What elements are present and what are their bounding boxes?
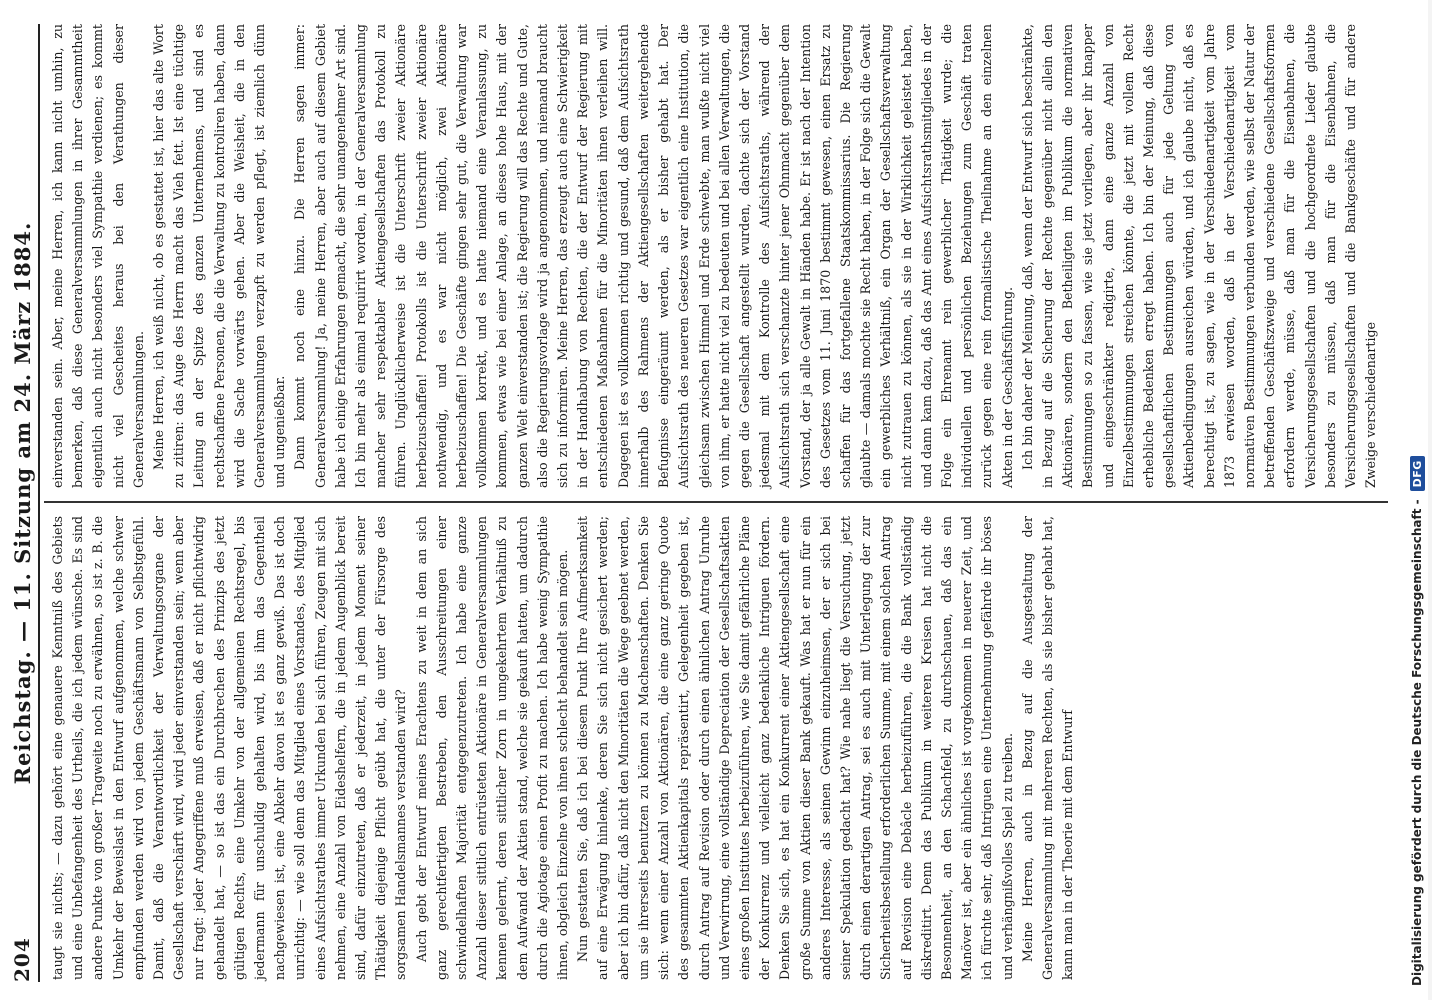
page-title: Reichstag. — 11. Sitzung am 24. März 1884. xyxy=(10,221,35,785)
column-divider xyxy=(44,502,1388,504)
right-paragraph-2: Meine Herren, ich weiß nicht, ob es gestattet ist, hier das alte Wort zu zitiren: das Auge des Herrn macht das Vieh fett. Ist eine tüchtige Leitung an der Spitze des ganzen Unternehmens, und sind es rechtschaffene Personen, die die Verwaltung zu kontroliren haben, dann wird die Sache vorwärts gehen. Aber die Weisheit, die in den Generalversammlungen verzapft zu werden pflegt, ist ziemlich dünn und ungenießbar. xyxy=(151,24,288,488)
page-number: 204 xyxy=(10,937,34,982)
left-paragraph-1: taugt sie nichts; — dazu gehört eine genauere Kenntniß des Gebiets und eine Unbefangenheit des Urtheils, die ich jedem wünsche. Es sind andere Punkte von großer Tragweite noch zu erwähnen, so ist z. B. die Umkehr der Beweislast in den Entwurf aufgenommen, welche schwer empfunden werden wird von jedem Geschäftsmann von Selbstgefühl. Damit, daß die Verantwortlichkeit der Verwaltungsorgane der Gesellschaft verschärft wird, wird jeder einverstanden sein; wenn aber nur fragt: jeder Angegriffene muß erweisen, daß er nicht pflichtwidrig gehandelt hat, — so ist das ein Durchbrechen des Prinzips des jetzt gültigen Rechts, eine Umkehr von der allgemeinen Rechtsregel, bis jedermann für unschuldig gehalten wird, bis ihm das Gegentheil nachgewiesen ist, eine Abkehr davon ist es ganz gewiß. Das ist doch unrichtig: — wie soll denn das Mitglied eines Vorstandes, des Mitglied eines Aufsichtsrathes immer Urkunden bei sich führen, Zeugen mit sich nehmen, eine Anzahl von Eideshelfern, die in jedem Augenblick bereit sind, dafür einzutreten, daß er jederzeit, in jedem Moment seiner Thätigkeit diejenige Pflicht geübt hat, die unter der Fürsorge des sorgsamen Handelsmannes verstanden wird? xyxy=(50,516,409,980)
dfg-logo: DFG xyxy=(1410,456,1425,491)
right-column xyxy=(48,24,1379,488)
digitization-credit xyxy=(1407,6,1427,996)
header-rule xyxy=(38,24,40,982)
right-paragraph-4: Ich bin daher der Meinung, daß, wenn der Entwurf sich beschränkte, in Bezug auf die Sicherung der Rechte gegenüber nicht allein den Aktionären, sondern den Betheiligten im Publikum die normativen Bestimmungen so zu fassen, wie sie jetzt vorliegen, aber ihr knapper und eingeschränkter redigirte, dann eine ganze Anzahl von Einzelbestimmungen streichen könnte, die jetzt mit vollem Recht erhebliche Bedenken erregt haben. Ich bin der Meinung, daß diese gesellschaftlichen Bestimmungen auch für jede Geltung von Aktienbedingungen ausreichen würden, und ich glaube nicht, daß es berechtigt ist, zu sagen, wie in der Verschiedenartigkeit vom Jahre 1873 erwiesen worden, daß in der Verschiedenartigkeit vom normativen Bestimmungen verbunden werden, wie selbst der Natur der betreffenden Geschäftszweige und verschiedene Gesellschaftsformen erfordern werde, müsse, daß man für die Eisenbahnen, die Versicherungsgesellschaften und die hochgeordnete Lieder glaubte besonders zu müssen, daß man für die Eisenbahnen, die Versicherungsgesellschaften und die Bankgeschäfte und für andere Zweige verschiedenartige xyxy=(1019,24,1379,488)
left-paragraph-4: Meine Herren, auch in Bezug auf die Ausgestaltung der Generalversammlung mit mehreren Rechten, als sie bisher gehabt hat, kann man in der Theorie mit dem Entwurf xyxy=(1019,516,1076,980)
page-edge xyxy=(1428,0,1432,1000)
scanned-page xyxy=(4,4,1396,996)
page-header xyxy=(10,24,40,982)
left-paragraph-2: Auch gebt der Entwurf meines Erachtens zu weit in dem an sich ganz gerechtfertigten Bestreben, den Ausschreitungen einer schwindelhaften Majorität entgegenzutreten. Ich habe eine ganze Anzahl dieser sittlich entrüsteten Aktionäre in Generalversammlungen kennen gelernt, deren sittlicher Zorn in umgekehrtem Verhältniß zu dem Aufwand der Aktien stand, welche sie gekauft hatten, um dadurch durch die Agiotage einen Profit zu machen. Ich habe wenig Sympathie ihnen, obgleich Einzelne von ihnen schlecht behandelt sein mögen. xyxy=(413,516,571,980)
right-paragraph-1: einverstanden sein. Aber, meine Herren, ich kann nicht umhin, zu bemerken, daß diese Generalversammlungen in ihrer Gesammtheit eigentlich auch nicht besonders viel Sympathie verdienen; es kommt nicht viel Gescheites heraus bei den Verathungen dieser Generalversammlungen. xyxy=(50,24,146,488)
right-paragraph-3: Dann kommt noch eine hinzu. Die Herren sagen immer: Generalversammlung! Ja, meine Herren, aber auch auf diesem Gebiet habe ich einige Erfahrungen gemacht, die sehr unangenehmer Art sind. Ich bin mehr als einmal requirirt worden, in der Generalversammlung mancher sehr respektabler Aktiengesellschaften das Protokoll zu führen. Unglücklicherweise ist die Unterschrift zweier Aktionäre herbeizuschaffen! Protokolls ist die Unterschrift zweier Aktionäre nothwendig, und es war nicht möglich, zwei Aktionäre herbeizuschaffen! Die Geschäfte gingen sehr gut, die Verwaltung war vollkommen korrekt, und es hatte niemand eine Veranlassung, zu kommen, etwas wie bei einer Anlage, an dieses hohe Haus, mit der ganzen Welt einverstanden ist; die Regierung will das Rechte und Gute, also die Regierungsvorlage wird ja angenommen, und niemand braucht sich zu informiren. Meine Herren, das erzeugt auch eine Schwierigkeit in der Handhabung von Rechten, die der Entwurf der Regierung mit entschiedenen Maßnahmen für die Minoritäten ihnen verleihen will. Dagegen ist es vollkommen richtig und gesund, daß dem Aufsichtsrath innerhalb des Rahmens der Aktiengesellschaften weitergehende Befugnisse eingeräumt werden, als er bisher gehabt hat. Der Aufsichtsrath des neueren Gesetzes war eigentlich eine Institution, die gleichsam zwischen Himmel und Erde schwebte, man wußte nicht viel von ihm, er hatte nicht viel zu bedeuten und bei allen Verwaltungen, die gegen die Gesellschaft angestellt wurden, dachte sich der Vorstand jedesmal mit dem Kontrolle des Aufsichtsraths, während der Aufsichtsrath sich verschanzte hinter jener Ohnmacht gegenüber dem Vorstand, der ja alle Gewalt in Händen habe. Er ist nach der Intention des Gesetzes vom 11. Juni 1870 bestimmt gewesen, einen Ersatz zu schaffen für das fortgefallene Staatskommissarius. Die Regierung glaubte — damals mochte sie Recht haben, in der Folge sich die Gewalt ein gewerbliches Verhältniß, ein Organ der Gesellschaftsverwaltung nicht zutrauen zu können, als sie in der Wirklichkeit geleistet haben, und dann kam dazu, daß das Amt eines Aufsichtsrathsmitgliedes in der Folge ein Ehrenamt rein gewerblicher Thätigkeit wurde; die individuellen und persönlichen Beziehungen zum Geschäft traten zurück gegen eine rein formalistische Theilnahme an den einzelnen Akten in der Geschäftsführung. xyxy=(292,24,1015,488)
credit-text: Digitalisierung gefördert durch die Deutsche Forschungsgemeinschaft - xyxy=(1410,499,1424,986)
left-paragraph-3: Nun gestatten Sie, daß ich bei diesem Punkt Ihre Aufmerksamkeit auf eine Erwägung hinlenke, deren Sie sich nicht gesichert werden; aber ich bin dafür, daß nicht den Minoritäten die Wege geebnet werden, um sie ihrerseits benutzen zu können zu Machenschaften. Denken Sie sich: wenn einer Anzahl von Aktionären, die eine ganz geringe Quote des gesammten Aktienkapitals repräsentirt, Gelegenheit gegeben ist, durch Antrag auf Revision oder durch einen ähnlichen Antrag Unruhe und Verwirrung, eine vollständige Depreciation der Gesellschaftsaktien eines großen Institutes herbeizuführen, wie Sie damit gefährliche Pläne der Konkurrenz und vielleicht ganz bedenkliche Intriguen fördern. Denken Sie sich, es hat ein Konkurrent einer Aktiengesellschaft eine große Summe von Aktien dieser Bank gekauft. Was hat er nun für ein anderes Interesse, als seinen Gewinn einzuheimsen, der er sich bei seiner Spekulation gedacht hat? Wie nahe liegt die Versuchung, jetzt durch einen derartigen Antrag, sei es auch mit Unterlegung der zur Sicherheitsbestellung erforderlichen Summe, mit einem solchen Antrag auf Revision eine Debâcle herbeizuführen, die die Bank vollständig diskreditirt. Denn das Publikum in weiteren Kreisen hat nicht die Besonnenheit, an den Schachfeld, zu durchschauen, daß das ein Manöver ist, aber ein ähnliches ist vorgekommen in neuerer Zeit, und ich fürchte sehr, daß Intriguen eine Unternehmung gefährde ihr böses und verhängnißvolles Spiel zu treiben. xyxy=(575,516,1015,980)
left-column xyxy=(48,516,1076,980)
